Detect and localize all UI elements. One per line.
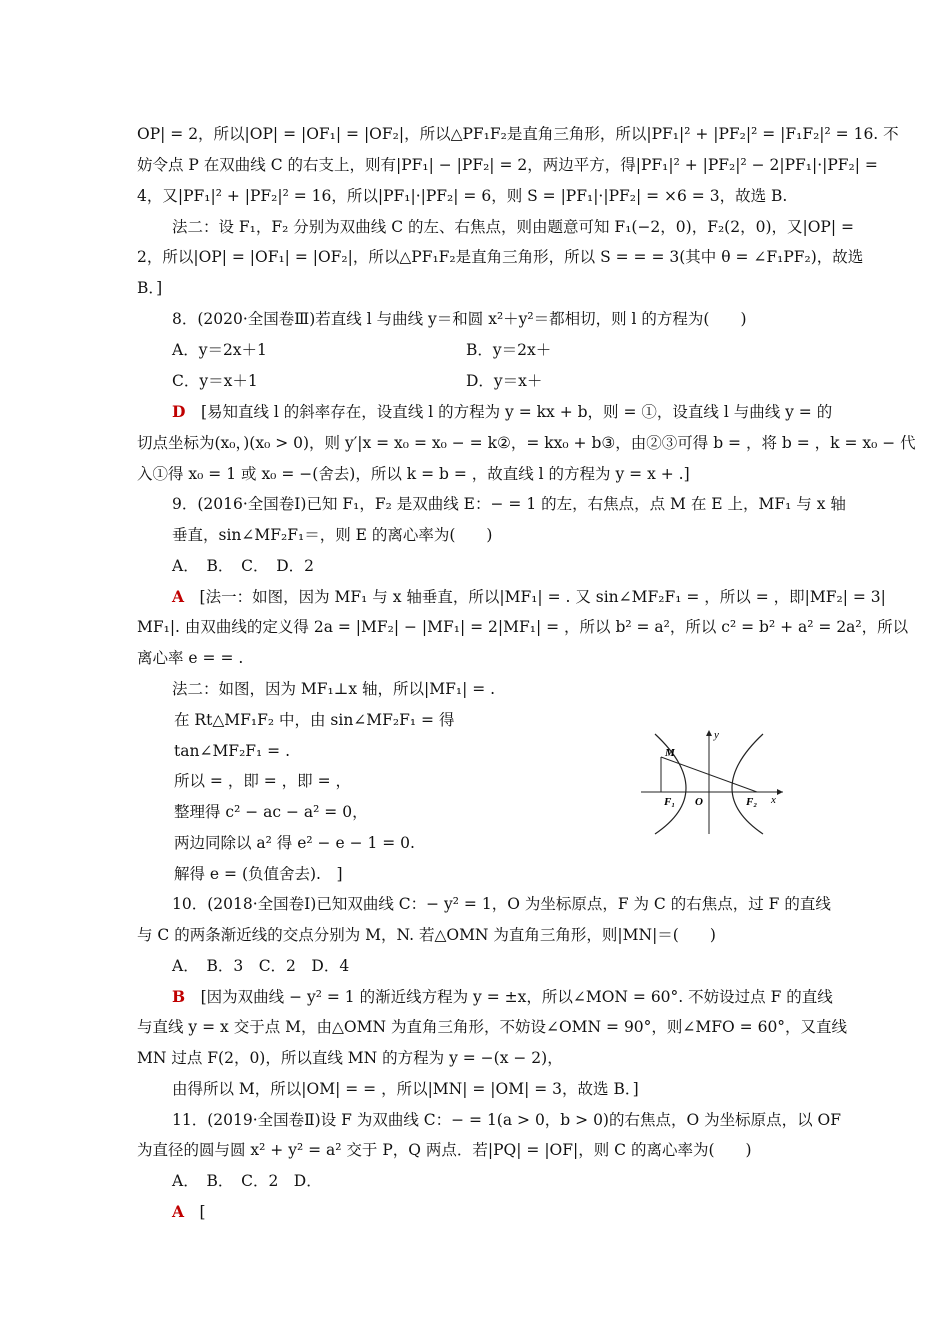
text-line: 切点坐标为(x₀，)(x₀ > 0)，则 y′|x = x₀ = x₀ − = k②，= kx₀ + b③，由②③可得 b = ，将 b = ，k = x₀ − 代 [137,434,916,452]
text-line: 整理得 c² − ac − a² = 0， [174,803,368,821]
y-axis-arrow [706,730,712,736]
y-label: y [714,729,719,741]
text-line: 入①得 x₀ = 1 或 x₀ = −(舍去)，所以 k = b = ，故直线 l 的方程为 y = x + .] [137,465,690,483]
question-11: 11．(2019·全国卷Ⅱ)设 F 为双曲线 C：− = 1(a > 0，b > 0)的右焦点，O 为坐标原点，以 OF [172,1111,841,1129]
text-line: 离心率 e = = . [137,649,244,667]
hyperbola-right-branch [732,734,763,834]
text-line: 垂直，sin∠MF₂F₁＝，则 E 的离心率为( ) [172,526,493,544]
text-line: 在 Rt△MF₁F₂ 中，由 sin∠MF₂F₁ = 得 [174,711,455,729]
hyperbola-figure [637,726,789,838]
q9-options: A． B． C． D．2 [172,557,314,575]
q8-option-d: D．y＝x＋ [466,372,543,390]
answer-11: A [ [172,1202,206,1221]
text-line: 法二：设 F₁，F₂ 分别为双曲线 C 的左、右焦点，则由题意可知 F₁(−2，0)，F₂(2，0)，又|OP| = [172,218,854,236]
text-line: tan∠MF₂F₁ = . [174,742,291,760]
text-line: 所以 = ，即 = ，即 = ， [174,772,352,790]
text-line: 法二：如图，因为 MF₁⊥x 轴，所以|MF₁| = . [172,680,496,698]
origin-label: O [695,796,703,808]
text-line: 两边同除以 a² 得 e² − e − 1 = 0. [174,834,415,852]
text-line: 为直径的圆与圆 x² + y² = a² 交于 P，Q 两点．若|PQ| = |OF|，则 C 的离心率为( ) [137,1141,752,1159]
text-line: 解得 e = (负值舍去). ] [174,865,343,883]
text-line: 妨令点 P 在双曲线 C 的右支上，则有|PF₁| − |PF₂| = 2，两边平方，得|PF₁|² + |PF₂|² − 2|PF₁|·|PF₂| = [137,156,878,174]
text-line: MF₁|. 由双曲线的定义得 2a = |MF₂| − |MF₁| = 2|MF₁| = ，所以 b² = a²，所以 c² = b² + a² = 2a²，所以 [137,618,909,636]
q8-option-c: C．y＝x＋1 [172,372,258,390]
question-9: 9．(2016·全国卷Ⅰ)已知 F₁，F₂ 是双曲线 E：− = 1 的左，右焦点，点 M 在 E 上，MF₁ 与 x 轴 [172,495,846,513]
x-axis-arrow [777,789,783,795]
text-line: 与直线 y = x 交于点 M，由△OMN 为直角三角形，不妨设∠OMN = 90°，则∠MFO = 60°，又直线 [137,1018,848,1036]
text-line: 4，又|PF₁|² + |PF₂|² = 16，所以|PF₁|·|PF₂| = 6，则 S = |PF₁|·|PF₂| = ×6 = 3，故选 B. [137,187,788,205]
point-f1-label: F₁ [664,796,676,808]
q10-options: A． B．3 C．2 D．4 [172,957,350,975]
text-line: 与 C 的两条渐近线的交点分别为 M，N. 若△OMN 为直角三角形，则|MN|＝( ) [137,926,716,944]
point-m-label: M [665,747,675,759]
text-line: B．] [137,279,163,297]
answer-10: B [因为双曲线 − y² = 1 的渐近线方程为 y = ±x，所以∠MON = 60°. 不妨设过点 F 的直线 [172,987,833,1006]
question-10: 10．(2018·全国卷Ⅰ)已知双曲线 C：− y² = 1，O 为坐标原点，F 为 C 的右焦点，过 F 的直线 [172,895,831,913]
q8-option-b: B．y＝2x＋ [466,341,552,359]
answer-8: D [易知直线 l 的斜率存在，设直线 l 的方程为 y = kx + b，则 = ①，设直线 l 与曲线 y = 的 [172,402,833,421]
text-line: 由得所以 M，所以|OM| = = ，所以|MN| = |OM| = 3，故选 B．] [172,1080,639,1098]
text-line: MN 过点 F(2，0)，所以直线 MN 的方程为 y = −(x − 2)， [137,1049,563,1067]
q11-options: A． B． C．2 D． [172,1172,322,1190]
text-line: 2，所以|OP| = |OF₁| = |OF₂|，所以△PF₁F₂是直角三角形，所以 S = = = 3(其中 θ = ∠F₁PF₂)，故选 [137,248,864,266]
q8-option-a: A．y＝2x＋1 [172,341,267,359]
point-f2-label: F₂ [746,796,758,808]
question-8: 8．(2020·全国卷Ⅲ)若直线 l 与曲线 y＝和圆 x²＋y²＝都相切，则 l 的方程为( ) [172,310,747,328]
answer-9: A [法一：如图，因为 MF₁ 与 x 轴垂直，所以|MF₁| = . 又 sin∠MF₂F₁ = ，所以 = ，即|MF₂| = 3| [172,587,886,606]
text-line: OP| = 2，所以|OP| = |OF₁| = |OF₂|，所以△PF₁F₂是直角三角形，所以|PF₁|² + |PF₂|² = |F₁F₂|² = 16. 不 [137,125,899,143]
x-label: x [771,794,776,806]
